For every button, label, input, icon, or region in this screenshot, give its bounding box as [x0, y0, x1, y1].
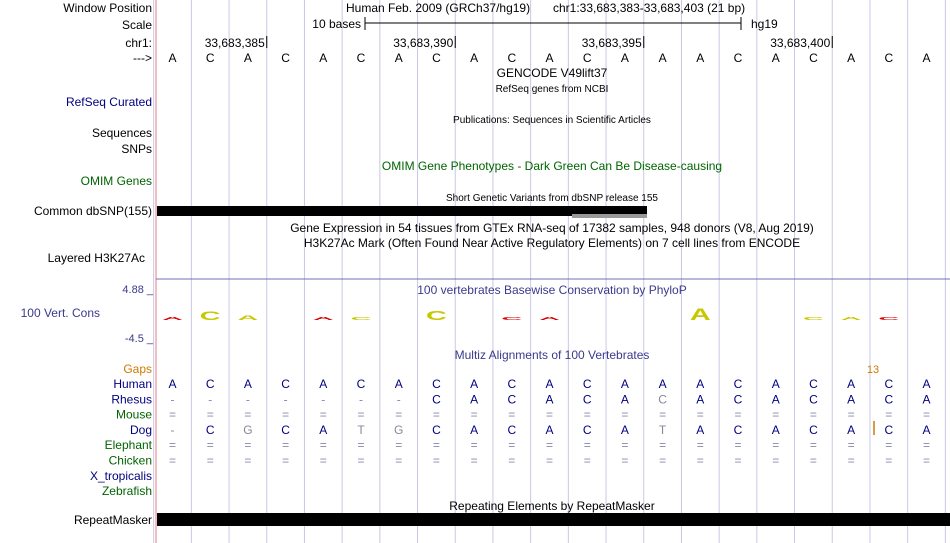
base-letter: C [884, 51, 894, 65]
phylop-letter: C [199, 309, 221, 323]
base-letter: A [922, 51, 931, 65]
alignment-base: = [508, 407, 516, 422]
alignment-base: C [582, 422, 592, 437]
alignment-base: = [206, 453, 214, 468]
species-label[interactable]: X_tropicalis [89, 468, 152, 483]
base-letter: C [733, 51, 743, 65]
alignment-base: A [696, 422, 705, 437]
alignment-base: A [168, 377, 177, 391]
alignment-base: T [357, 422, 365, 437]
publications-title[interactable]: Publications: Sequences in Scientific Articles [453, 115, 651, 126]
alignment-base: = [809, 438, 817, 453]
alignment-base: = [621, 438, 629, 453]
coord-label: 33,683,395 [581, 36, 642, 50]
alignment-base: C [809, 377, 818, 391]
alignment-base: C [809, 392, 818, 407]
phylop-letter: C [803, 316, 824, 322]
alignment-base: = [432, 438, 440, 453]
track-label-cons[interactable]: 100 Vert. Cons [20, 306, 100, 320]
alignment-base: = [206, 438, 214, 453]
repeatmasker-bar[interactable] [157, 513, 950, 526]
alignment-base: = [508, 438, 516, 453]
strand-label: ---> [133, 51, 152, 65]
phylop-letter: C [350, 316, 372, 322]
alignment-base: A [545, 392, 554, 407]
alignment-base: = [659, 453, 667, 468]
alignment-base: = [772, 407, 780, 422]
alignment-base: A [319, 422, 328, 437]
alignment-base: - [359, 392, 363, 407]
phylop-letter: C [426, 308, 447, 323]
alignment-base: A [243, 377, 252, 391]
alignment-base: C [582, 392, 592, 407]
phylop-title[interactable]: 100 vertebrates Basewise Conservation by PhyloP [417, 283, 687, 297]
alignment-base: C [432, 422, 441, 437]
alignment-base: A [922, 422, 931, 437]
omim-title[interactable]: OMIM Gene Phenotypes - Dark Green Can Be Disease-causing [381, 159, 723, 173]
alignment-base: = [659, 407, 667, 422]
alignment-base: = [282, 407, 290, 422]
alignment-base: C [281, 422, 290, 437]
alignment-base: C [658, 392, 667, 407]
alignment-base: A [771, 377, 780, 391]
track-label-refseq[interactable]: RefSeq Curated [65, 95, 152, 109]
phylop-letter: A [840, 316, 862, 322]
base-letter: A [545, 51, 554, 65]
alignment-base: = [395, 453, 403, 468]
multiz-species[interactable] [90, 377, 931, 498]
base-letter: A [658, 51, 667, 65]
alignment-base: C [507, 422, 517, 437]
base-letter: A [847, 51, 856, 65]
alignment-base: G [243, 422, 253, 437]
gaps-label: Gaps [123, 362, 152, 376]
alignment-base: C [733, 392, 743, 407]
alignment-base: = [659, 438, 667, 453]
phylop-letter: C [878, 315, 900, 322]
assembly-label: Human Feb. 2009 (GRCh37/hg19) [346, 1, 531, 15]
base-letter: C [281, 51, 290, 65]
alignment-base: = [922, 407, 931, 422]
alignment-base: = [168, 453, 177, 468]
base-letter: C [432, 51, 441, 65]
base-letter: A [696, 51, 705, 65]
species-label[interactable]: Dog [129, 422, 152, 437]
alignment-base: = [282, 438, 290, 453]
scale-label: Scale [121, 18, 152, 32]
base-letter: A [620, 51, 629, 65]
alignment-base: C [507, 392, 517, 407]
alignment-base: = [319, 438, 327, 453]
alignment-base: - [245, 392, 250, 407]
alignment-base: A [620, 392, 629, 407]
alignment-base: A [771, 422, 780, 437]
alignment-base: A [847, 422, 856, 437]
alignment-base: A [847, 377, 856, 391]
alignment-base: = [357, 453, 365, 468]
alignment-base: C [733, 377, 743, 391]
base-letter: C [356, 51, 366, 65]
coordinate-ruler [205, 36, 833, 50]
phylop-ymax: 4.88 _ [122, 284, 153, 296]
refseq-title[interactable]: RefSeq genes from NCBI [495, 84, 609, 95]
alignment-base: C [432, 377, 441, 391]
alignment-base: = [583, 438, 591, 453]
alignment-base: = [470, 438, 478, 453]
alignment-base: A [658, 377, 667, 391]
alignment-base: C [281, 377, 290, 391]
alignment-base: = [734, 407, 742, 422]
alignment-base: C [205, 422, 215, 437]
alignment-base: C [884, 392, 894, 407]
alignment-base: = [847, 453, 855, 468]
window-position-label: Window Position [63, 1, 152, 15]
alignment-base: - [170, 422, 175, 437]
alignment-base: A [922, 392, 931, 407]
alignment-base: = [319, 407, 327, 422]
h3k27ac-title[interactable]: H3K27Ac Mark (Often Found Near Active Regulatory Elements) on 7 cell lines from ENCODE [303, 236, 801, 250]
alignment-base: = [470, 453, 478, 468]
alignment-base: = [168, 407, 177, 422]
alignment-base: G [394, 422, 404, 437]
alignment-base: C [432, 392, 441, 407]
alignment-base: A [771, 392, 780, 407]
coord-label: 33,683,385 [204, 36, 265, 50]
phylop-ymin: -4.5 _ [124, 333, 153, 345]
alignment-base: A [620, 377, 629, 391]
alignment-base: = [772, 438, 780, 453]
alignment-base: = [319, 453, 327, 468]
alignment-base: = [244, 438, 252, 453]
base-letter: C [205, 51, 215, 65]
alignment-base: = [244, 407, 252, 422]
track-label-repeatmasker[interactable]: RepeatMasker [73, 513, 152, 527]
species-label[interactable]: Zebrafish [101, 484, 152, 499]
alignment-base: = [282, 453, 290, 468]
gap-count: 13 [866, 364, 880, 376]
alignment-base: = [357, 407, 365, 422]
track-label-dbsnp[interactable]: Common dbSNP(155) [33, 204, 152, 218]
alignment-base: A [470, 377, 479, 391]
base-letter: A [771, 51, 780, 65]
alignment-base: = [508, 453, 516, 468]
alignment-base: A [319, 377, 328, 391]
alignment-base: C [809, 422, 818, 437]
alignment-base: = [357, 438, 365, 453]
alignment-base: = [696, 438, 704, 453]
alignment-base: A [545, 422, 554, 437]
alignment-base: T [658, 422, 667, 437]
dbsnp-variant-bar[interactable] [157, 206, 647, 218]
alignment-base: A [620, 422, 629, 437]
alignment-base: A [394, 377, 403, 391]
phylop-letter: A [539, 316, 560, 322]
alignment-base: A [470, 422, 479, 437]
alignment-base: = [545, 453, 554, 468]
track-label-sequences[interactable]: Sequences [91, 126, 152, 140]
alignment-base: C [507, 377, 517, 391]
alignment-base: = [734, 453, 742, 468]
scale-bar [365, 17, 741, 30]
alignment-base: = [583, 453, 591, 468]
alignment-base: = [432, 453, 440, 468]
chrom-label: chr1: [125, 36, 152, 50]
alignment-base: C [356, 377, 366, 391]
alignment-base: C [884, 377, 894, 391]
alignment-base: = [583, 407, 591, 422]
species-label[interactable]: Chicken [108, 453, 152, 468]
alignment-base: - [208, 392, 213, 407]
alignment-base: C [733, 422, 743, 437]
alignment-base: A [545, 377, 554, 391]
alignment-base: A [847, 392, 856, 407]
species-label[interactable]: Mouse [115, 407, 152, 422]
repeatmasker-title[interactable]: Repeating Elements by RepeatMasker [449, 499, 655, 513]
phylop-letter: A [162, 315, 183, 322]
alignment-base: = [395, 407, 403, 422]
alignment-base: = [922, 453, 931, 468]
alignment-base: = [470, 407, 478, 422]
alignment-base: - [321, 392, 326, 407]
alignment-base: = [696, 407, 704, 422]
alignment-base: = [621, 453, 629, 468]
base-letter: A [319, 51, 328, 65]
track-label-h3k27ac[interactable]: Layered H3K27Ac [47, 251, 145, 265]
gtex-title[interactable]: Gene Expression in 54 tissues from GTEx RNA-seq of 17382 samples, 948 donors (V8, Aug 2019) [290, 221, 814, 235]
position-label[interactable]: chr1:33,683,383-33,683,403 (21 bp) [553, 1, 746, 15]
species-label[interactable]: Human [113, 377, 152, 391]
multiz-title[interactable]: Multiz Alignments of 100 Vertebrates [454, 348, 650, 362]
coord-label: 33,683,390 [393, 36, 454, 50]
base-letter: A [243, 51, 252, 65]
alignment-base: = [395, 438, 403, 453]
alignment-base: A [470, 392, 479, 407]
track-label-snps[interactable]: SNPs [121, 142, 152, 156]
alignment-base: - [170, 392, 175, 407]
alignment-base: = [206, 407, 214, 422]
phylop-letter: A [237, 314, 259, 322]
alignment-base: = [168, 438, 177, 453]
base-sequence[interactable] [168, 51, 930, 65]
dbsnp-title[interactable]: Short Genetic Variants from dbSNP release 155 [446, 193, 658, 204]
phylop-letter: A [312, 315, 334, 322]
alignment-base: = [244, 453, 252, 468]
alignment-base: C [884, 422, 894, 437]
phylop-letter: C [501, 316, 523, 322]
alignment-base: C [582, 377, 592, 391]
phylop-letter: A [689, 305, 711, 324]
alignment-base: = [772, 453, 780, 468]
base-letter: C [507, 51, 517, 65]
scale-db-label: hg19 [751, 17, 778, 31]
alignment-base: = [545, 438, 554, 453]
scale-bar-text: 10 bases [312, 17, 361, 31]
gencode-title[interactable]: GENCODE V49lift37 [496, 66, 608, 80]
alignment-base: - [396, 392, 401, 407]
base-letter: A [394, 51, 403, 65]
alignment-base: A [922, 377, 931, 391]
alignment-base: A [696, 377, 705, 391]
alignment-base: = [847, 438, 855, 453]
base-letter: C [809, 51, 818, 65]
base-letter: A [168, 51, 177, 65]
species-label[interactable]: Rhesus [111, 392, 152, 407]
alignment-base: = [809, 453, 817, 468]
alignment-base: = [432, 407, 440, 422]
track-label-omim[interactable]: OMIM Genes [80, 174, 152, 188]
alignment-base: = [621, 407, 629, 422]
coord-label: 33,683,400 [770, 36, 831, 50]
alignment-base: = [885, 438, 893, 453]
base-letter: A [470, 51, 479, 65]
species-label[interactable]: Elephant [104, 438, 152, 453]
alignment-base: = [847, 407, 855, 422]
alignment-base: = [922, 438, 931, 453]
alignment-base: = [545, 407, 554, 422]
alignment-base: = [734, 438, 742, 453]
alignment-base: = [885, 453, 893, 468]
alignment-base: = [885, 407, 893, 422]
alignment-base: = [696, 453, 704, 468]
base-letter: C [582, 51, 592, 65]
alignment-base: - [283, 392, 288, 407]
alignment-base: A [696, 392, 705, 407]
alignment-base: = [809, 407, 817, 422]
alignment-base: C [205, 377, 215, 391]
